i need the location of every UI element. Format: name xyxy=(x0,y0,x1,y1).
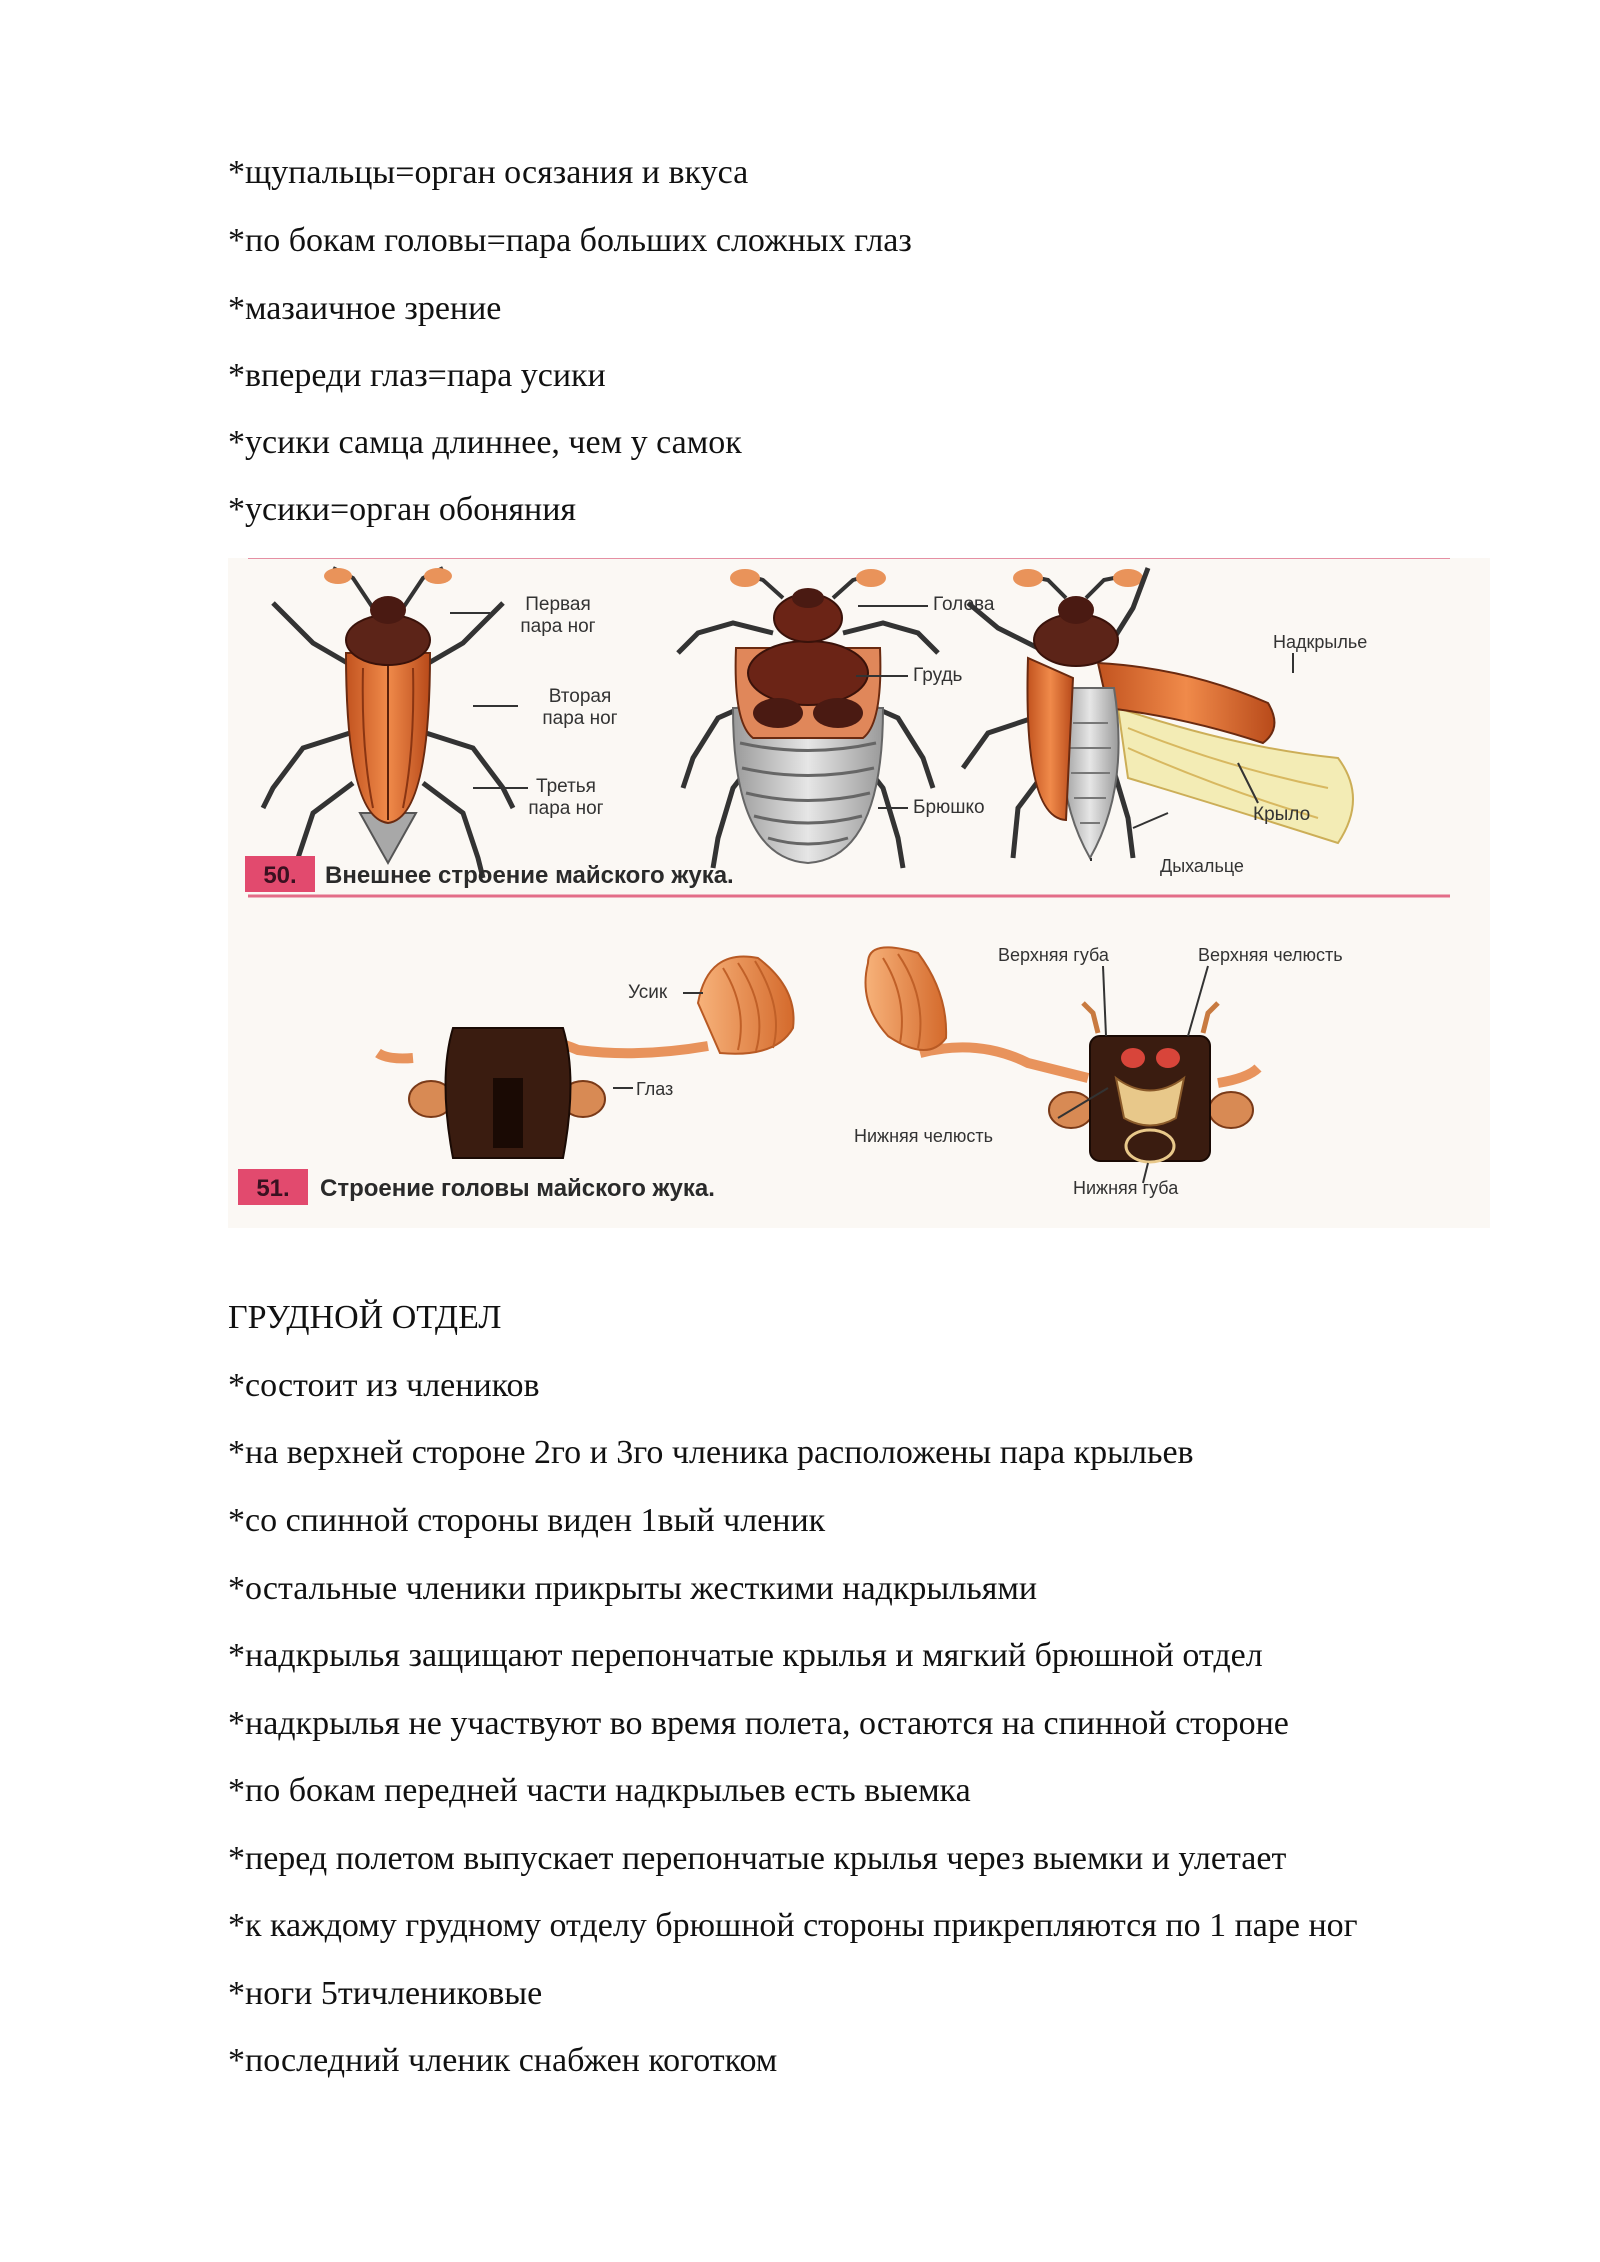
figure-50-caption: Внешнее строение майского жука. xyxy=(325,862,734,889)
figure-50-number: 50. xyxy=(263,862,297,889)
label-chest: Грудь xyxy=(913,665,963,686)
label-leg2-a: Вторая xyxy=(548,686,612,707)
note-line: *усики самца длиннее, чем у самок xyxy=(228,424,742,461)
note-line: *усики=орган обоняния xyxy=(228,491,577,528)
section-heading: ГРУДНОЙ ОТДЕЛ xyxy=(228,1299,502,1336)
label-leg1-a: Первая xyxy=(525,594,591,615)
figure-51-number: 51. xyxy=(256,1175,290,1202)
note-line: *состоит из члеников xyxy=(228,1367,540,1404)
label-belly: Брюшко xyxy=(913,797,985,818)
label-lower-lip: Нижняя губа xyxy=(1073,1178,1179,1198)
label-upper-lip: Верхняя губа xyxy=(998,945,1109,965)
label-antenna: Усик xyxy=(628,982,668,1003)
label-head: Голова xyxy=(933,594,995,615)
note-line: *к каждому грудному отделу брюшной стороны прикрепляются по 1 паре ног xyxy=(228,1907,1358,1944)
note-line: *надкрылья не участвуют во время полета, остаются на спинной стороне xyxy=(228,1705,1289,1742)
label-wing: Крыло xyxy=(1253,804,1311,825)
note-line: *со спинной стороны виден 1вый членик xyxy=(228,1502,826,1539)
label-elytra: Надкрылье xyxy=(1273,632,1368,652)
label-leg3-b: пара ног xyxy=(528,798,604,819)
beetle-illustration-svg xyxy=(228,558,1490,1228)
note-line: *остальные членики прикрыты жесткими надкрыльями xyxy=(228,1570,1038,1607)
label-spiracle: Дыхальце xyxy=(1160,856,1244,876)
figure-51-caption: Строение головы майского жука. xyxy=(320,1175,715,1202)
note-line: *по бокам передней части надкрыльев есть выемка xyxy=(228,1772,971,1809)
note-line: *последний членик снабжен коготком xyxy=(228,2042,778,2079)
note-line: *ноги 5тичлениковые xyxy=(228,1975,543,2012)
note-line: *впереди глаз=пара усики xyxy=(228,357,606,394)
note-line: *на верхней стороне 2го и 3го членика расположены пара крыльев xyxy=(228,1434,1194,1471)
beetle-illustration xyxy=(228,558,1490,1228)
label-leg2-b: пара ног xyxy=(542,708,618,729)
note-line: *надкрылья защищают перепончатые крылья и мягкий брюшной отдел xyxy=(228,1637,1263,1674)
label-leg3-a: Третья xyxy=(536,776,596,797)
label-upper-jaw: Верхняя челюсть xyxy=(1198,945,1343,965)
label-eye: Глаз xyxy=(636,1079,674,1099)
note-line: *мазаичное зрение xyxy=(228,290,502,327)
note-line: *по бокам головы=пара больших сложных глаз xyxy=(228,222,912,259)
label-lower-jaw: Нижняя челюсть xyxy=(854,1126,993,1146)
note-line: *перед полетом выпускает перепончатые крылья через выемки и улетает xyxy=(228,1840,1287,1877)
label-leg1-b: пара ног xyxy=(520,616,596,637)
note-line: *щупальцы=орган осязания и вкуса xyxy=(228,154,749,191)
